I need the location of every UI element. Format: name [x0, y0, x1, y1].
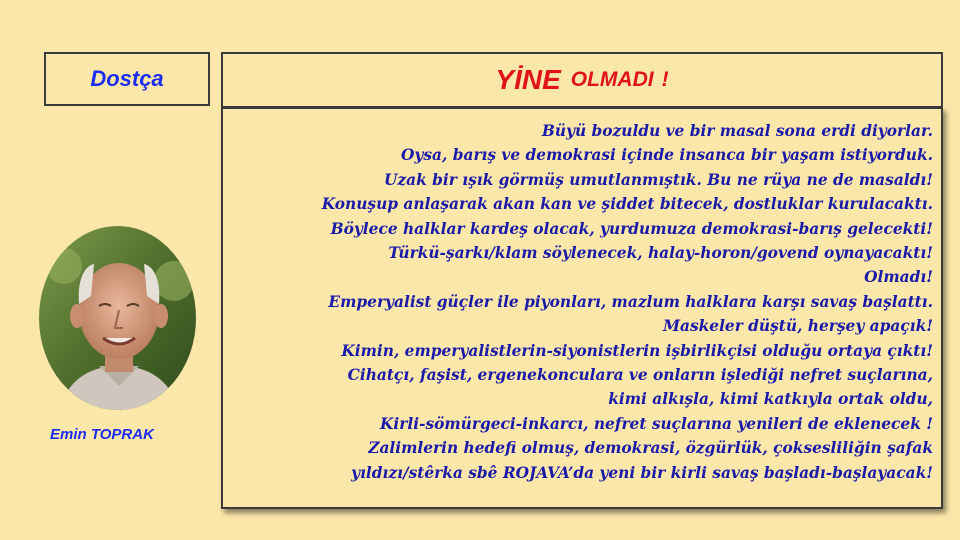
- poem-line: Emperyalist güçler ile piyonları, mazlum halklara karşı savaş başlattı.: [328, 292, 933, 311]
- poem-line: Maskeler düştü, herşey apaçık!: [662, 317, 933, 336]
- title-word-1: YİNE: [495, 64, 561, 95]
- poem-box: [221, 107, 943, 509]
- poem-line: Böylece halklar kardeş olacak, yurdumuza demokrasi-barış gelecekti!: [330, 219, 933, 238]
- author-photo: [39, 226, 196, 410]
- dostca-label-box: [44, 52, 210, 106]
- poem-line: yıldızı/stêrka sbê ROJAVA’da yeni bir kirli savaş başladı-başlayacak!: [351, 463, 933, 482]
- author-name: Emin TOPRAK: [50, 426, 154, 443]
- title-punct: !: [661, 68, 669, 91]
- poem-line: Cihatçı, faşist, ergenekonculara ve onların işlediği nefret suçlarına,: [347, 366, 933, 385]
- poem-line: Olmadı!: [864, 268, 933, 287]
- poem-line: Konuşup anlaşarak akan kan ve şiddet bitecek, dostluklar kurulacaktı.: [321, 195, 933, 214]
- poem-line: Zalimlerin hedefi olmuş, demokrasi, özgürlük, çoksesliliğin şafak: [368, 439, 933, 458]
- poem-line: Oysa, barış ve demokrasi içinde insanca bir yaşam istiyorduk.: [401, 146, 933, 165]
- poem-line: Türkü-şarkı/klam söylenecek, halay-horon/govend oynayacaktı!: [388, 244, 933, 263]
- author-portrait-icon: [39, 226, 196, 410]
- poem-line: Büyü bozuldu ve bir masal sona erdi diyorlar.: [541, 122, 933, 140]
- poem-line: Kimin, emperyalistlerin-siyonistlerin işbirlikçisi olduğu ortaya çıktı!: [341, 341, 933, 360]
- poem-line: Kirli-sömürgeci-inkarcı, nefret suçlarına yenileri de eklenecek !: [380, 414, 933, 433]
- title-word-2: OLMADI: [570, 68, 654, 91]
- title-box: [221, 52, 943, 108]
- dostca-label: Dostça: [90, 66, 164, 91]
- poem-line: Uzak bir ışık görmüş umutlanmıştık. Bu ne rüya ne de masaldı!: [384, 170, 933, 189]
- poem-line: kimi alkışla, kimi katkıyla ortak oldu,: [608, 390, 933, 409]
